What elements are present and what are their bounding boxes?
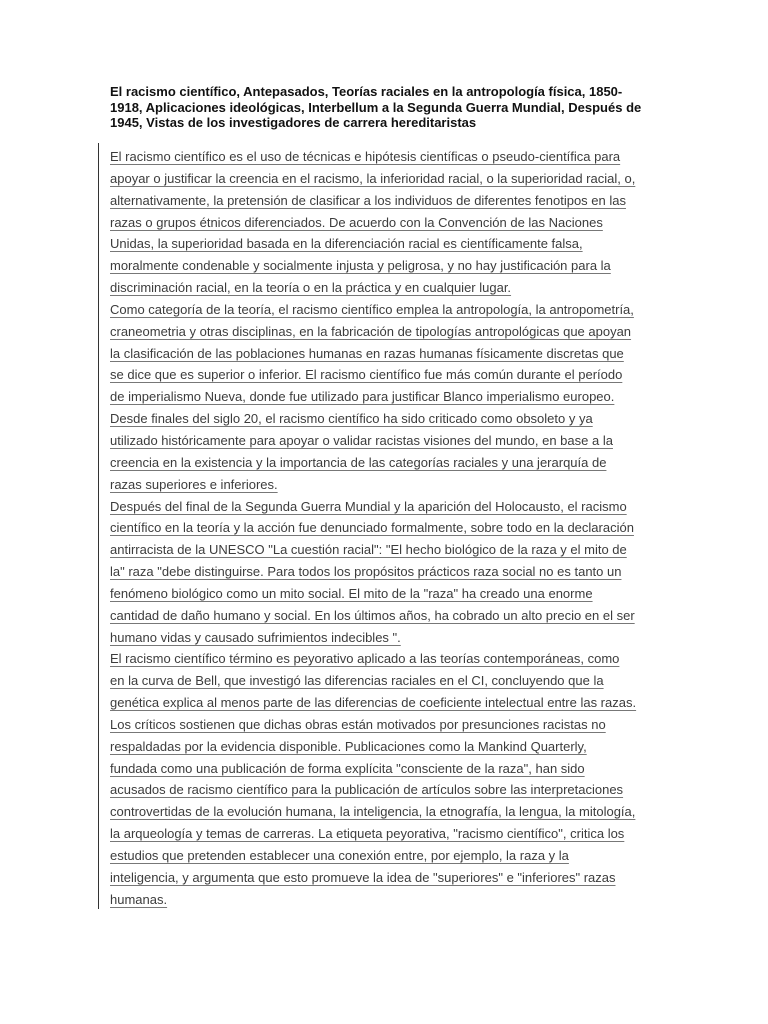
document-title: El racismo científico, Antepasados, Teorías raciales en la antropología física, 1850-1918, Aplicaciones ideológicas, Interbellum a la Segunda Guerra Mundial, Después de 1945, Vistas de los investigadores de carrera hereditaristas bbox=[110, 84, 642, 131]
paragraph-3: Después del final de la Segunda Guerra Mundial y la aparición del Holocausto, el racismo científico en la teoría y la acción fue denunciado formalmente, sobre todo en la declaración antirracista de la UNESCO "La cuestión racial": "El hecho biológico de la raza y el mito de la" raza "debe distinguirse. Para todos los propósitos prácticos raza social no es tanto un fenómeno biológico como un mito social. El mito de la "raza" ha creado una enorme cantidad de daño humano y social. En los últimos años, ha cobrado un alto precio en el ser humano vidas y causado sufrimientos indecibles ". bbox=[110, 498, 635, 645]
paragraph-4: El racismo científico término es peyorativo aplicado a las teorías contemporáneas, como en la curva de Bell, que investigó las diferencias raciales en el CI, concluyendo que la genética explica al menos parte de las diferencias de coeficiente intelectual entre las razas. Los críticos sostienen que dichas obras están motivados por presunciones racistas no respaldadas por la evidencia disponible. Publicaciones como la Mankind Quarterly, fundada como una publicación de forma explícita "consciente de la raza", han sido acusados de racismo científico para la publicación de artículos sobre las interpretaciones controvertidas de la evolución humana, la inteligencia, la etnografía, la lengua, la mitología, la arqueología y temas de carreras. La etiqueta peyorativa, "racismo científico", critica los estudios que pretenden establecer una conexión entre, por ejemplo, la raza y la inteligencia, y argumenta que esto promueve la idea de "superiores" e "inferiores" razas humanas. bbox=[110, 651, 637, 907]
document-body bbox=[98, 143, 666, 909]
paragraph-2: Como categoría de la teoría, el racismo científico emplea la antropología, la antropometría, craneometria y otras disciplinas, en la fabricación de tipologías antropológicas que apoyan la clasificación de las poblaciones humanas en razas humanas físicamente discretas que se dice que es superior o inferior. El racismo científico fue más común durante el período de imperialismo Nueva, donde fue utilizado para justificar Blanco imperialismo europeo. Desde finales del siglo 20, el racismo científico ha sido criticado como obsoleto y ya utilizado históricamente para apoyar o validar racistas visiones del mundo, en base a la creencia en la existencia y la importancia de las categorías raciales y una jerarquía de razas superiores e inferiores. bbox=[110, 301, 634, 492]
paragraph-1: El racismo científico es el uso de técnicas e hipótesis científicas o pseudo-científica para apoyar o justificar la creencia en el racismo, la inferioridad racial, o la superioridad racial, o, alternativamente, la pretensión de clasificar a los individuos de diferentes fenotipos en las razas o grupos étnicos diferenciados. De acuerdo con la Convención de las Naciones Unidas, la superioridad basada en la diferenciación racial es científicamente falsa, moralmente condenable y socialmente injusta y peligrosa, y no hay justificación para la discriminación racial, en la teoría o en la práctica y en cualquier lugar. bbox=[110, 149, 636, 296]
